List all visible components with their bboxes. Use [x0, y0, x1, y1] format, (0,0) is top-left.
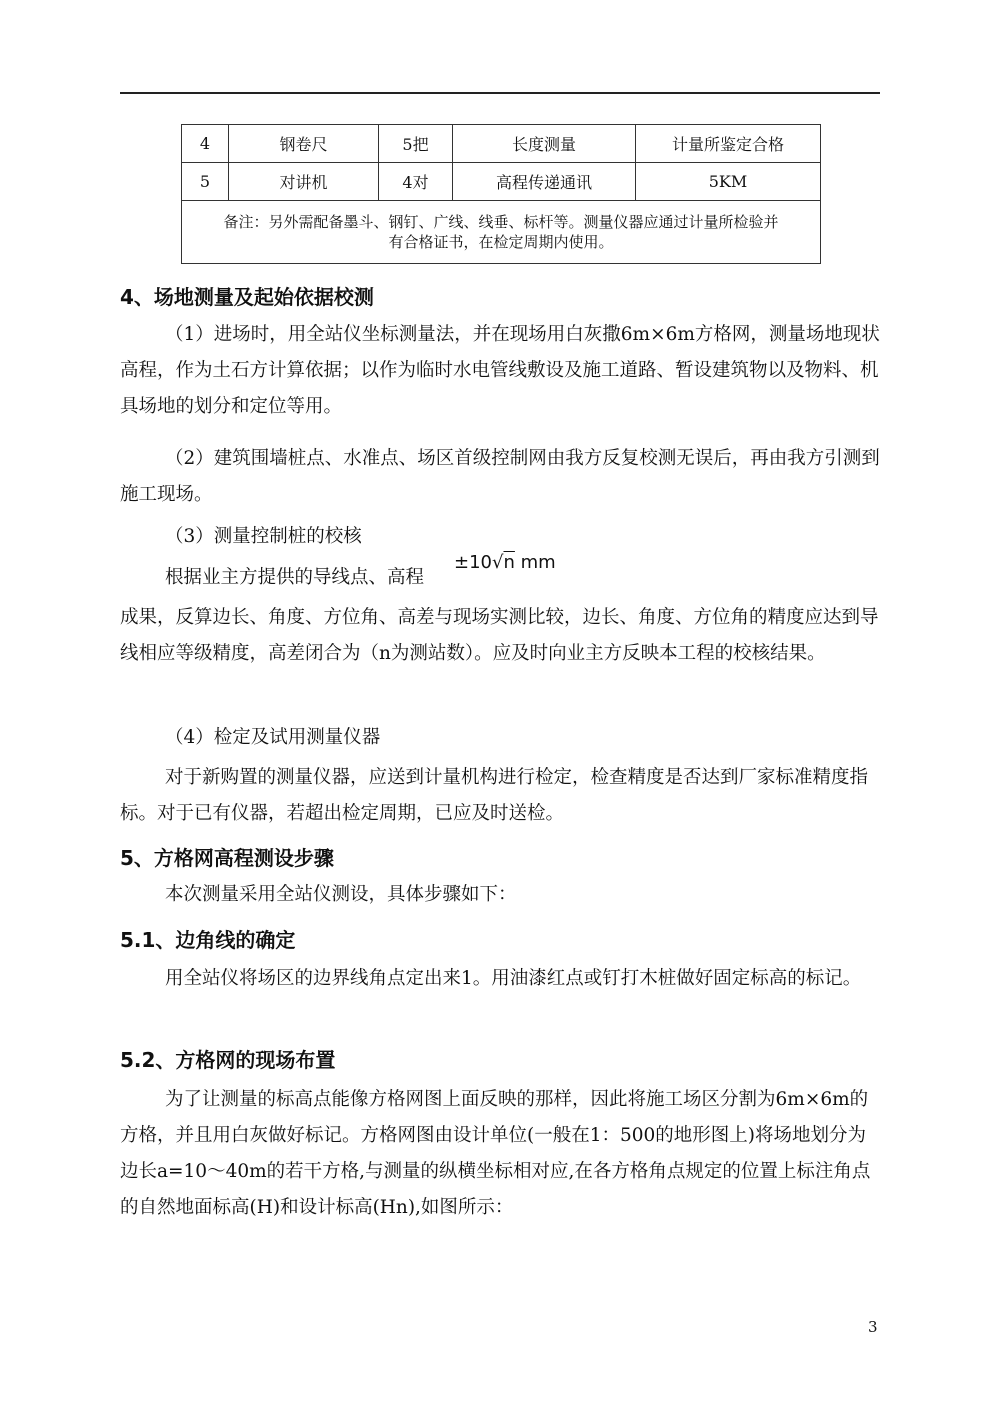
- table-note: [182, 201, 821, 264]
- paragraph: [120, 317, 880, 425]
- cell-remark: 计量所鉴定合格: [636, 125, 821, 163]
- cell-qty: 4对: [379, 163, 453, 201]
- paragraph-line: 根据业主方提供的导线点、高程: [165, 567, 425, 588]
- section52-heading: 5.2、方格网的现场布置: [120, 1048, 336, 1072]
- formula-root: n: [503, 552, 515, 573]
- paragraph-text: 用全站仪将场区的边界线角点定出来1。用油漆红点或钉打木桩做好固定标高的标记。: [165, 968, 862, 989]
- paragraph-text: （2）建筑围墙桩点、水准点、场区首级控制网由我方反复校测无误后，再由我方引测到施工现场。: [120, 448, 880, 505]
- cell-no: 4: [182, 125, 229, 163]
- cell-use: 长度测量: [453, 125, 636, 163]
- paragraph: 成果，反算边长、角度、方位角、高差与现场实测比较，边长、角度、方位角的精度应达到导线相应等级精度，高差闭合为（n为测站数）。应及时向业主方反映本工程的校核结果。: [120, 607, 879, 664]
- paragraph: [120, 1082, 880, 1226]
- formula-pm: ±10: [454, 552, 492, 573]
- paragraph: [120, 441, 880, 513]
- equipment-table: [181, 124, 821, 264]
- section4-heading: 4、场地测量及起始依据校测: [120, 285, 374, 309]
- paragraph-text: 对于新购置的测量仪器，应送到计量机构进行检定，检查精度是否达到厂家标准精度指标。对于已有仪器，若超出检定周期，已应及时送检。: [120, 767, 869, 824]
- section5-heading: 5、方格网高程测设步骤: [120, 846, 334, 870]
- cell-qty: 5把: [379, 125, 453, 163]
- cell-use: 高程传递通讯: [453, 163, 636, 201]
- cell-no: 5: [182, 163, 229, 201]
- cell-name: 对讲机: [229, 163, 379, 201]
- paragraph-line: （3）测量控制桩的校核: [165, 526, 362, 547]
- table-note-row: [182, 201, 821, 264]
- note-line: 有合格证书，在检定周期内使用。: [388, 233, 614, 251]
- table-row: [182, 125, 821, 163]
- paragraph-line: （4）检定及试用测量仪器: [165, 727, 381, 748]
- section51-heading: 5.1、边角线的确定: [120, 928, 296, 952]
- paragraph-text: 为了让测量的标高点能像方格网图上面反映的那样，因此将施工场区分割为6m×6m的方格，并且用白灰做好标记。方格网图由设计单位(一般在1：500的地形图上)将场地划分为边长a=10～40m的若干方格,与测量的纵横坐标相对应,在各方格角点规定的位置上标注角点的自然地面标高(H)和设计标高(Hn),如图所示：: [120, 1089, 871, 1218]
- paragraph: [120, 760, 880, 832]
- paragraph: [120, 961, 880, 997]
- page-number: 3: [868, 1318, 878, 1336]
- paragraph-text: （1）进场时，用全站仪坐标测量法，并在现场用白灰撒6m×6m方格网，测量场地现状高程，作为土石方计算依据；以作为临时水电管线敷设及施工道路、暂设建筑物以及物料、机具场地的划分和定位等用。: [120, 324, 880, 417]
- sqrt-symbol: √: [492, 552, 504, 573]
- note-line: 备注：另外需配备墨斗、钢钉、广线、线垂、标杆等。测量仪器应通过计量所检验并: [223, 213, 779, 231]
- table-row: [182, 163, 821, 201]
- cell-remark: 5KM: [636, 163, 821, 201]
- formula-unit: mm: [514, 552, 556, 573]
- cell-name: 钢卷尺: [229, 125, 379, 163]
- paragraph-line: 本次测量采用全站仪测设，具体步骤如下：: [165, 884, 517, 905]
- tolerance-formula: [454, 552, 556, 573]
- header-rule: [120, 92, 880, 94]
